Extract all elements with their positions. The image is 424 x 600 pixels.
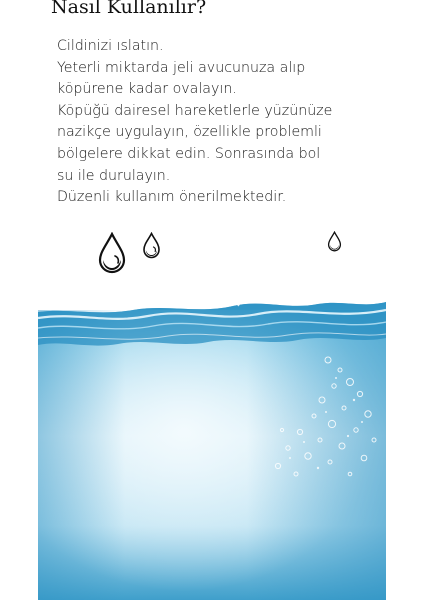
instruction-line: Yeterli miktarda jeli avucunuza alıp bbox=[57, 59, 306, 76]
instruction-line: su ile durulayın. bbox=[57, 167, 171, 184]
water-drop-icon bbox=[327, 231, 342, 252]
water-drop-icon bbox=[142, 232, 161, 259]
instruction-line: bölgelere dikkat edin. Sonrasında bol bbox=[57, 145, 321, 162]
water-surface-image bbox=[38, 290, 386, 600]
usage-instructions bbox=[57, 36, 387, 209]
water-drop-icon bbox=[97, 232, 127, 274]
instruction-line: nazikçe uygulayın, özellikle problemli bbox=[57, 124, 322, 141]
page-title: Nasıl Kullanılır? bbox=[51, 0, 207, 18]
instruction-line: köpürene kadar ovalayın. bbox=[57, 81, 237, 98]
instruction-line: Düzenli kullanım önerilmektedir. bbox=[57, 189, 287, 206]
instruction-line: Cildinizi ıslatın. bbox=[57, 38, 164, 54]
instruction-line: Köpüğü dairesel hareketlerle yüzünüze bbox=[57, 102, 333, 119]
